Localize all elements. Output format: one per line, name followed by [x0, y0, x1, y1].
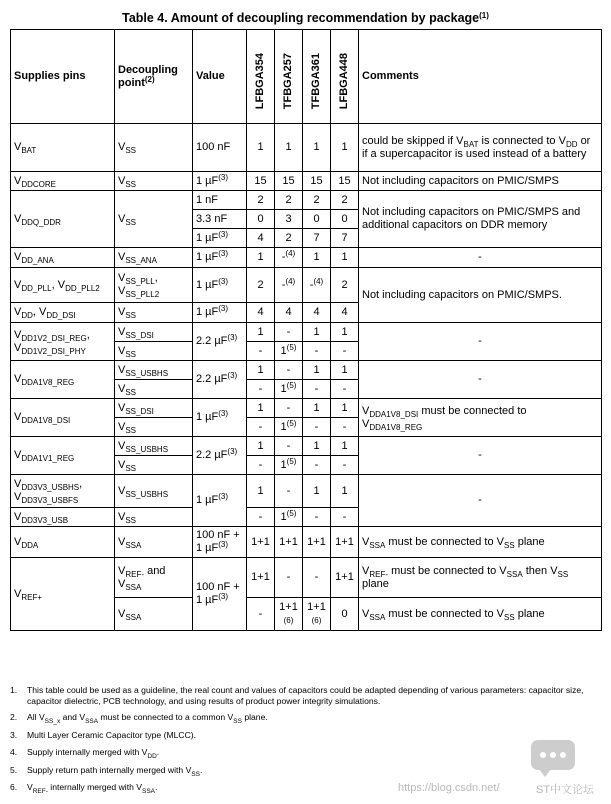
footnote-2: 2. All $V_{SS\_x}$ and $V_{SSA}$ must be connected to a common $V_{SS}$ plane.	[10, 712, 268, 725]
pin-vdd3v3-usb: $V_{DD3V3\_USB}$	[11, 508, 115, 527]
count: -	[331, 508, 359, 527]
count: -	[303, 342, 331, 361]
count: 4	[247, 303, 275, 323]
count: 4	[331, 303, 359, 323]
table-row	[11, 361, 602, 380]
count: -	[303, 380, 331, 399]
footnote-3: 3. Multi Layer Ceramic Capacitor type (MLCC).	[10, 730, 197, 740]
count: 4	[275, 303, 303, 323]
table-row	[11, 248, 602, 268]
count: 1	[303, 248, 331, 268]
comment: $V_{REF-}$ must be connected to $V_{SSA}$ then $V_{SS}$ plane	[359, 558, 602, 598]
point-vssa: $V_{SSA}$	[115, 598, 193, 631]
count: 1	[331, 399, 359, 418]
count: 1	[247, 248, 275, 268]
table-title: Table 4. Amount of decoupling recommendation by package$^{(1)}$	[122, 11, 489, 25]
point-vss: $V_{SS}$	[115, 380, 193, 399]
comment: Not including capacitors on PMIC/SMPS.	[359, 268, 602, 323]
count: 1$^{(5)}$	[275, 342, 303, 361]
pin-vref-plus: $V_{REF+}$	[11, 558, 115, 631]
count: -	[275, 475, 303, 508]
point-vss: $V_{SS}$	[115, 191, 193, 248]
count: 1	[303, 437, 331, 456]
count: -	[247, 380, 275, 399]
count: -	[275, 437, 303, 456]
point-vssa: $V_{SSA}$	[115, 527, 193, 558]
count: 2	[247, 268, 275, 303]
value: 100 nF	[193, 124, 247, 172]
watermark-brand: ST中文论坛	[536, 784, 595, 796]
count: -	[303, 418, 331, 437]
count: -$^{(4)}$	[275, 248, 303, 268]
point-vss-dsi: $V_{SS\_DSI}$	[115, 399, 193, 418]
count: 1	[331, 124, 359, 172]
header-row	[11, 30, 602, 124]
count: 1$^{(5)}$	[275, 380, 303, 399]
point-vss-usbhs: $V_{SS\_USBHS}$	[115, 475, 193, 508]
count: 1	[331, 475, 359, 508]
comment: -	[359, 361, 602, 399]
comment: $V_{DDA1V8\_DSI}$ must be connected to $V_{DDA1V8\_REG}$	[359, 399, 602, 437]
count: 1	[247, 323, 275, 342]
count: -	[247, 342, 275, 361]
table-row	[11, 172, 602, 191]
count: 1	[303, 124, 331, 172]
point-vss: $V_{SS}$	[115, 508, 193, 527]
header-tfbga257: TFBGA257	[275, 30, 303, 124]
comment: $V_{SSA}$ must be connected to $V_{SS}$ plane	[359, 598, 602, 631]
value: 1 µF$^{(3)}$	[193, 229, 247, 248]
footnote-5: 5. Supply return path internally merged with $V_{SS}$.	[10, 765, 203, 778]
pin-vbat: $V_{BAT}$	[11, 124, 115, 172]
pin-vdd-ana: $V_{DD\_ANA}$	[11, 248, 115, 268]
count: -	[331, 418, 359, 437]
value: 2.2 µF$^{(3)}$	[193, 437, 247, 475]
count: 1	[247, 399, 275, 418]
value: 2.2 µF$^{(3)}$	[193, 323, 247, 361]
count: 1+1 (6)	[275, 598, 303, 631]
pin-vdd-pll: $V_{DD\_PLL}$, $V_{DD\_PLL2}$	[11, 268, 115, 303]
count: -	[275, 399, 303, 418]
value: 2.2 µF$^{(3)}$	[193, 361, 247, 399]
count: -	[247, 418, 275, 437]
table-row	[11, 268, 602, 303]
count: 1$^{(5)}$	[275, 456, 303, 475]
value: 1 µF$^{(3)}$	[193, 172, 247, 191]
count: 1+1	[331, 558, 359, 598]
footnote-6: 6. $V_{REF-}$ internally merged with $V_{SSA}$.	[10, 782, 158, 795]
count: 1	[247, 124, 275, 172]
count: -	[331, 342, 359, 361]
comment: -	[359, 323, 602, 361]
count: 1	[247, 361, 275, 380]
table-row	[11, 399, 602, 418]
count: 1	[331, 361, 359, 380]
pin-vdda1v8-dsi: $V_{DDA1V8\_DSI}$	[11, 399, 115, 437]
count: 7	[331, 229, 359, 248]
chat-bubble-icon	[531, 740, 575, 770]
count: 15	[247, 172, 275, 191]
count: 1+1 (6)	[303, 598, 331, 631]
count: 1	[303, 361, 331, 380]
count: 15	[331, 172, 359, 191]
count: 4	[247, 229, 275, 248]
table-row	[11, 323, 602, 342]
count: 1	[275, 124, 303, 172]
header-lfbga448: LFBGA448	[331, 30, 359, 124]
count: 1	[247, 475, 275, 508]
comment: -	[359, 475, 602, 527]
count: 1+1	[331, 527, 359, 558]
count: 7	[303, 229, 331, 248]
header-supplies: Supplies pins	[11, 30, 115, 124]
count: 15	[303, 172, 331, 191]
count: -$^{(4)}$	[303, 268, 331, 303]
header-decoupling: Decoupling point$^{(2)}$	[115, 30, 193, 124]
value: 100 nF + 1 µF$^{(3)}$	[193, 558, 247, 631]
count: 2	[247, 191, 275, 210]
count: 2	[303, 191, 331, 210]
count: 1+1	[303, 527, 331, 558]
table-row	[11, 558, 602, 598]
count: -	[303, 558, 331, 598]
count: -	[247, 598, 275, 631]
count: 1	[331, 437, 359, 456]
header-comments: Comments	[359, 30, 602, 124]
header-lfbga354: LFBGA354	[247, 30, 275, 124]
count: 1+1	[275, 527, 303, 558]
table-row	[11, 437, 602, 456]
value: 1 µF$^{(3)}$	[193, 248, 247, 268]
count: 1$^{(5)}$	[275, 508, 303, 527]
footnote-4: 4. Supply internally merged with $V_{DD}$.	[10, 747, 160, 760]
point-vss-dsi: $V_{SS\_DSI}$	[115, 323, 193, 342]
value: 1 µF$^{(3)}$	[193, 475, 247, 527]
count: -	[275, 558, 303, 598]
pin-vdda: $V_{DDA}$	[11, 527, 115, 558]
table-row	[11, 475, 602, 508]
comment: -	[359, 437, 602, 475]
point-vss: $V_{SS}$	[115, 456, 193, 475]
count: 1+1	[247, 527, 275, 558]
point-vss: $V_{SS}$	[115, 124, 193, 172]
value: 1 µF$^{(3)}$	[193, 268, 247, 303]
count: -	[275, 323, 303, 342]
count: 1	[247, 437, 275, 456]
count: 2	[331, 268, 359, 303]
point-vss: $V_{SS}$	[115, 303, 193, 323]
point-vss-ana: $V_{SS\_ANA}$	[115, 248, 193, 268]
count: 1$^{(5)}$	[275, 418, 303, 437]
count: 1	[303, 399, 331, 418]
pin-vdd1v2-dsi: $V_{DD1V2\_DSI\_REG}$, $V_{DD1V2\_DSI\_PHY}$	[11, 323, 115, 361]
pin-vddcore: $V_{DDCORE}$	[11, 172, 115, 191]
count: 1	[303, 475, 331, 508]
point-vss-usbhs: $V_{SS\_USBHS}$	[115, 361, 193, 380]
header-value: Value	[193, 30, 247, 124]
pin-vdda1v1-reg: $V_{DDA1V1\_REG}$	[11, 437, 115, 475]
value: 1 µF$^{(3)}$	[193, 399, 247, 437]
value: 1 µF$^{(3)}$	[193, 303, 247, 323]
value: 1 nF	[193, 191, 247, 210]
count: 2	[275, 191, 303, 210]
count: 2	[275, 229, 303, 248]
point-vss-pll: $V_{SS\_PLL}$, $V_{SS\_PLL2}$	[115, 268, 193, 303]
count: 0	[247, 210, 275, 229]
comment: $V_{SSA}$ must be connected to $V_{SS}$ plane	[359, 527, 602, 558]
count: -	[247, 508, 275, 527]
point-vss: $V_{SS}$	[115, 172, 193, 191]
point-vss: $V_{SS}$	[115, 342, 193, 361]
count: 1	[331, 323, 359, 342]
count: -	[303, 508, 331, 527]
point-vss: $V_{SS}$	[115, 418, 193, 437]
value: 3.3 nF	[193, 210, 247, 229]
pin-vddq-ddr: $V_{DDQ\_DDR}$	[11, 191, 115, 248]
count: 2	[331, 191, 359, 210]
comment: -	[359, 248, 602, 268]
count: -	[303, 456, 331, 475]
watermark-url: https://blog.csdn.net/	[398, 782, 500, 794]
count: -	[247, 456, 275, 475]
point-vss-usbhs: $V_{SS\_USBHS}$	[115, 437, 193, 456]
count: -	[275, 361, 303, 380]
count: -	[331, 380, 359, 399]
point-vref-minus-vssa: $V_{REF-}$ and $V_{SSA}$	[115, 558, 193, 598]
count: 3	[275, 210, 303, 229]
table-row	[11, 124, 602, 172]
footnote-1: 1. This table could be used as a guideline, the real count and values of capacitors could be adapted depending of various parameters: capacitor size, capacitor dielectric, PCB technology, and using results of product power integrity simulations.	[10, 685, 584, 706]
count: 15	[275, 172, 303, 191]
count: -$^{(4)}$	[275, 268, 303, 303]
comment: Not including capacitors on PMIC/SMPS and additional capacitors on DDR memory	[359, 191, 602, 248]
count: 4	[303, 303, 331, 323]
pin-vdda1v8-reg: $V_{DDA1V8\_REG}$	[11, 361, 115, 399]
table-row	[11, 191, 602, 210]
count: 1+1	[247, 558, 275, 598]
count: 1	[331, 248, 359, 268]
count: 0	[331, 598, 359, 631]
count: 0	[303, 210, 331, 229]
count: 1	[303, 323, 331, 342]
header-tfbga361: TFBGA361	[303, 30, 331, 124]
comment: Not including capacitors on PMIC/SMPS	[359, 172, 602, 191]
comment: could be skipped if $V_{BAT}$ is connected to $V_{DD}$ or if a supercapacitor is used instead of a battery	[359, 124, 602, 172]
count: -	[331, 456, 359, 475]
pin-vdd-dsi: $V_{DD}$, $V_{DD\_DSI}$	[11, 303, 115, 323]
count: 0	[331, 210, 359, 229]
pin-vdd3v3-usbhs: $V_{DD3V3\_USBHS}$, $V_{DD3V3\_USBFS}$	[11, 475, 115, 508]
table-row	[11, 527, 602, 558]
value: 100 nF + 1 µF$^{(3)}$	[193, 527, 247, 558]
decoupling-table	[10, 29, 602, 631]
